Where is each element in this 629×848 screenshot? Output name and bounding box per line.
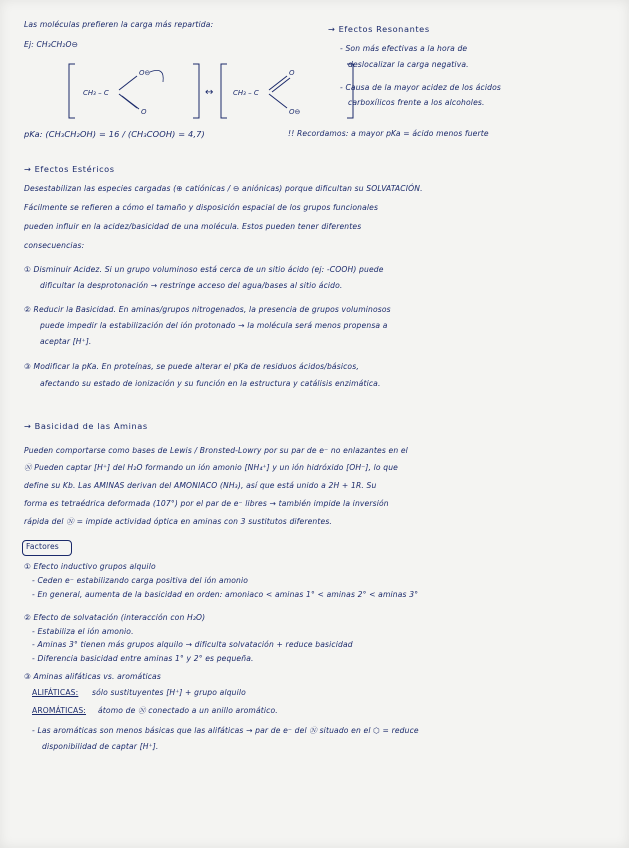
factores-label: Factores bbox=[26, 542, 59, 551]
resonance-b2-l1: - Causa de la mayor acidez de los ácidos bbox=[340, 83, 501, 92]
steric-p-l4: consecuencias: bbox=[24, 241, 85, 250]
factor2-b3: - Diferencia basicidad entre aminas 1° y 2° es pequeña. bbox=[32, 654, 254, 663]
steric-item1-l1: ① Disminuir Acidez. Si un grupo voluminoso está cerca de un sitio ácido (ej: -COOH) puede bbox=[24, 265, 384, 274]
factor3-title: ③ Aminas alifáticas vs. aromáticas bbox=[24, 672, 161, 681]
amines-p-l5: rápida del Ⓝ = impide actividad óptica en aminas con 3 sustitutos diferentes. bbox=[24, 517, 332, 526]
steric-p-l1: Desestabilizan las especies cargadas (⊕ catiónicas / ⊖ aniónicas) porque dificultan su SOLVATACIÓN. bbox=[24, 184, 423, 193]
steric-p-l3: pueden influir en la acidez/basicidad de una molécula. Estos pueden tener diferentes bbox=[24, 222, 362, 231]
steric-p-l2: Fácilmente se refieren a cómo el tamaño y disposición espacial de los grupos funcionales bbox=[24, 203, 379, 212]
aromatic-label: AROMÁTICAS: bbox=[32, 706, 87, 715]
amines-p-l3: define su Kb. Las AMINAS derivan del AMONIACO (NH₃), así que está unido a 2H + 1R. Su bbox=[24, 481, 377, 490]
amines-p-l1: Pueden comportarse como bases de Lewis / Bronsted-Lowry por su par de e⁻ no enlazantes en el bbox=[24, 446, 408, 455]
factor3-b1: - Las aromáticas son menos básicas que las alifáticas → par de e⁻ del Ⓝ situado en el ⬡ = reduce bbox=[32, 726, 419, 735]
resonance-effects-title: → Efectos Resonantes bbox=[328, 24, 430, 34]
resonance-b1-l1: - Son más efectivas a la hora de bbox=[340, 44, 468, 53]
factor3-b2: disponibilidad de captar [H⁺]. bbox=[42, 742, 159, 751]
left-struct-label: CH₃ – C bbox=[83, 89, 109, 97]
steric-effects-title: → Efectos Estéricos bbox=[24, 164, 115, 174]
steric-item1-l2: dificultar la desprotonación → restringe acceso del agua/bases al sitio ácido. bbox=[40, 281, 343, 290]
steric-item3-l2: afectando su estado de ionización y su función en la estructura y catálisis enzimática. bbox=[40, 379, 381, 388]
factor1-title: ① Efecto inductivo grupos alquilo bbox=[24, 562, 156, 571]
pka-reminder: !! Recordamos: a mayor pKa = ácido menos fuerte bbox=[288, 129, 489, 138]
aromatic-text: átomo de Ⓝ conectado a un anillo aromático. bbox=[98, 706, 278, 715]
factor2-title: ② Efecto de solvatación (interacción con H₂O) bbox=[24, 613, 206, 622]
resonance-arrow: ↔ bbox=[205, 87, 214, 98]
aliphatic-label: ALIFÁTICAS: bbox=[32, 688, 79, 697]
factor2-b1: - Estabiliza el ión amonio. bbox=[32, 627, 134, 636]
factor1-b2: - En general, aumenta de la basicidad en orden: amoniaco < aminas 1° < aminas 2° < aminas 3° bbox=[32, 590, 419, 599]
factor2-b2: - Aminas 3° tienen más grupos alquilo → dificulta solvatación + reduce basicidad bbox=[32, 640, 353, 649]
amines-p-l4: forma es tetraédrica deformada (107°) por el par de e⁻ libres → también impide la inversión bbox=[24, 499, 389, 508]
resonance-b1-l2: deslocalizar la carga negativa. bbox=[348, 60, 469, 69]
resonance-b2-l2: carboxílicos frente a los alcoholes. bbox=[348, 98, 485, 107]
steric-item2-l1: ② Reducir la Basicidad. En aminas/grupos nitrogenados, la presencia de grupos voluminosos bbox=[24, 305, 391, 314]
left-o-double: O bbox=[141, 108, 147, 116]
steric-item3-l1: ③ Modificar la pKa. En proteínas, se puede alterar el pKa de residuos ácidos/básicos, bbox=[24, 362, 359, 371]
amines-basicity-title: → Basicidad de las Aminas bbox=[24, 421, 148, 431]
steric-item2-l3: aceptar [H⁺]. bbox=[40, 337, 92, 346]
right-o-double: O bbox=[289, 69, 295, 77]
steric-item2-l2: puede impedir la estabilización del ión protonado → la molécula será menos propensa a bbox=[40, 321, 388, 330]
intro-line: Las moléculas prefieren la carga más repartida: bbox=[24, 20, 214, 29]
right-struct-label: CH₃ – C bbox=[233, 89, 259, 97]
example-ethoxide: Ej: CH₃CH₂O⊖ bbox=[24, 40, 79, 49]
aliphatic-text: sólo sustituyentes [H⁺] + grupo alquilo bbox=[92, 688, 246, 697]
pka-comparison: pKa: (CH₃CH₂OH) = 16 / (CH₃COOH) = 4,7) bbox=[24, 129, 205, 139]
factor1-b1: - Ceden e⁻ estabilizando carga positiva del ión amonio bbox=[32, 576, 249, 585]
left-o-charged: O⊖ bbox=[139, 69, 151, 77]
right-o-charged: O⊖ bbox=[289, 108, 301, 116]
resonance-structures bbox=[55, 56, 365, 126]
amines-p-l2: Ⓝ Pueden captar [H⁺] del H₂O formando un ión amonio [NH₄⁺] y un ión hidróxido [OH⁻], lo que bbox=[24, 463, 398, 472]
